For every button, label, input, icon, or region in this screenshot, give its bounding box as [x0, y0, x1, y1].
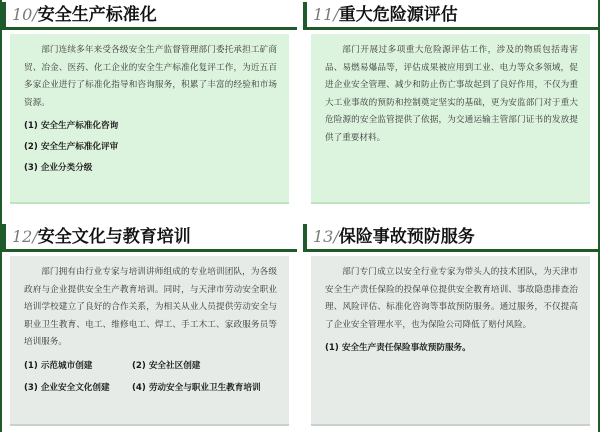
header-accent-bar	[303, 224, 307, 250]
card-title	[12, 225, 191, 249]
service-list	[325, 338, 578, 359]
card-body	[311, 256, 590, 426]
section-number: 10/	[12, 5, 38, 24]
card-paragraph: 部门开展过多项重大危险源评估工作，涉及的物质包括毒害品、易燃易爆品等，评估成果被应用到工业、电力等众多领域，促进企业安全管理、减少和防止伤亡事故起到了良好作用，不仅为重大工业事故的预防和控制奠定坚实的基础，更为安监部门对于重大危险源的安全监管提供了依据，为交通运输主管部门证书的发放提供了重要材料。	[325, 45, 578, 143]
card-safety-culture-training	[2, 222, 297, 432]
card-header	[2, 0, 297, 30]
section-number: 13/	[313, 227, 339, 246]
list-item: (2) 安全生产标准化评审	[24, 142, 119, 153]
card-title	[313, 3, 458, 27]
service-list	[24, 116, 277, 179]
service-list	[24, 355, 277, 399]
list-item: (1) 安全生产标准化咨询	[24, 121, 119, 132]
card-safety-standardization	[2, 0, 297, 210]
header-underline	[2, 27, 297, 30]
card-header	[2, 222, 297, 252]
card-title	[313, 225, 475, 249]
card-header	[303, 0, 598, 30]
card-major-hazard-assessment	[303, 0, 598, 210]
card-insurance-accident-prevention	[303, 222, 598, 432]
card-body	[311, 34, 590, 204]
header-underline	[2, 249, 297, 252]
card-paragraph: 部门拥有由行业专家与培训讲师组成的专业培训团队，为各级政府与企业提供安全生产教育培训。同时，与天津市劳动安全职业培训学校建立了良好的合作关系，为相关从业人员提供劳动安全与职业卫生教育、电工、维修电工、焊工、手工木工、家政服务员等培训服务。	[24, 267, 277, 348]
section-title: 安全文化与教育培训	[37, 227, 191, 247]
section-title: 安全生产标准化	[37, 5, 157, 25]
list-item: (3) 企业安全文化创建	[24, 382, 110, 393]
card-paragraph: 部门专门成立以安全行业专家为带头人的技术团队，为天津市安全生产责任保险的投保单位提供安全教育培训、事故隐患排查治理、风险评估、标准化咨询等事故预防服务。通过服务，不仅提高了企业安全管理水平，也为保险公司降低了赔付风险。	[325, 267, 578, 330]
list-item: (1) 示范城市创建	[24, 360, 93, 371]
header-accent-bar	[2, 2, 6, 28]
card-header	[303, 222, 598, 252]
list-item: (2) 安全社区创建	[132, 360, 201, 371]
section-title: 重大危险源评估	[338, 5, 458, 25]
card-paragraph: 部门连续多年来受各级安全生产监督管理部门委托承担工矿商贸、冶金、医药、化工企业的安全生产标准化复评工作，为近五百多家企业进行了标准化指导和咨询服务，积累了丰富的经验和市场资源。	[24, 45, 277, 108]
header-accent-bar	[2, 224, 6, 250]
section-number: 11/	[313, 5, 339, 24]
card-title	[12, 3, 157, 27]
header-accent-bar	[303, 2, 307, 28]
section-number: 12/	[12, 227, 38, 246]
section-title: 保险事故预防服务	[338, 227, 475, 247]
header-underline	[303, 249, 598, 252]
list-item: (3) 企业分类分级	[24, 163, 93, 174]
header-underline	[303, 27, 598, 30]
list-item: (1) 安全生产责任保险事故预防服务。	[325, 343, 471, 354]
card-body	[10, 256, 289, 426]
list-item: (4) 劳动安全与职业卫生教育培训	[132, 382, 261, 393]
card-body	[10, 34, 289, 204]
